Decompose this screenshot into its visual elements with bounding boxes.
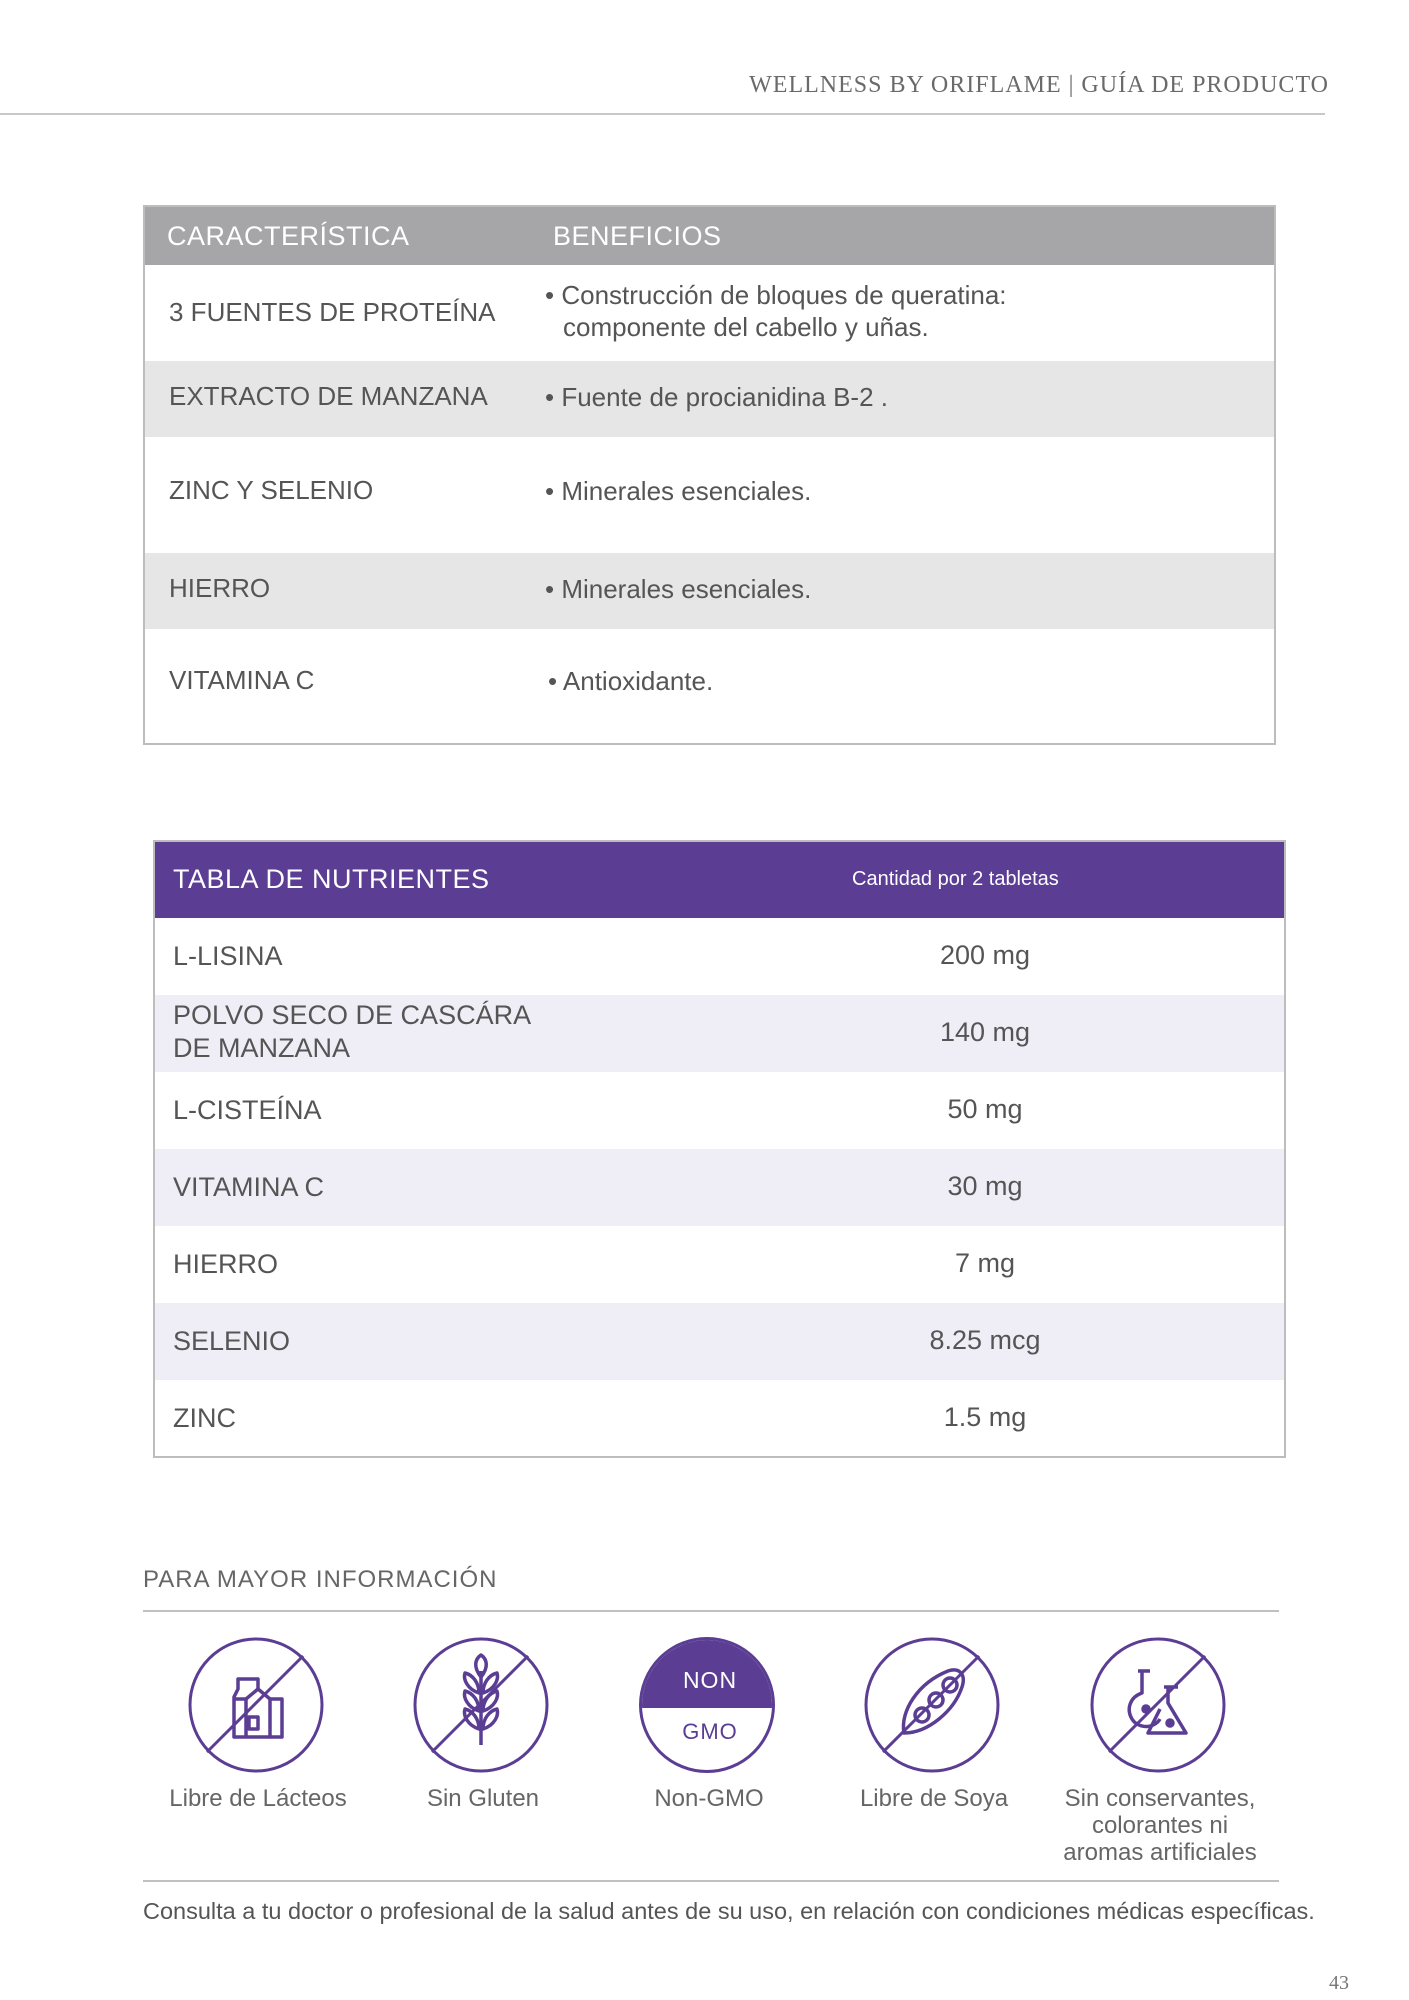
nutrient-amount: 140 mg <box>939 1017 1031 1047</box>
divider <box>143 1880 1279 1882</box>
soy-free-icon <box>864 1637 1000 1773</box>
badge-label: Non-GMO <box>654 1785 764 1812</box>
header-brand: WELLNESS BY ORIFLAME <box>749 72 1062 98</box>
table-row <box>145 437 1274 553</box>
benefit-text: • Antioxidante. <box>548 666 714 696</box>
nutrient-name: L-LISINA <box>173 941 283 971</box>
nutrient-amount: 30 mg <box>947 1171 1023 1201</box>
badge-label: Libre de Lácteos <box>169 1785 347 1812</box>
header-rule <box>0 113 1325 115</box>
table-row <box>155 918 1284 995</box>
nutrients-table <box>153 840 1286 1458</box>
nutrient-amount: 8.25 mcg <box>929 1325 1041 1355</box>
dairy-free-icon <box>188 1637 324 1773</box>
table-row <box>155 1303 1284 1380</box>
feature-label: HIERRO <box>169 573 271 603</box>
header-section: GUÍA DE PRODUCTO <box>1081 72 1329 98</box>
table-row <box>155 1226 1284 1303</box>
non-gmo-bottom-text: GMO <box>682 1719 738 1744</box>
table-row <box>155 1072 1284 1149</box>
nutrient-name: HIERRO <box>173 1249 279 1279</box>
non-gmo-icon <box>639 1637 775 1773</box>
info-title: PARA MAYOR INFORMACIÓN <box>143 1566 498 1593</box>
features-table <box>143 205 1276 745</box>
non-gmo-top-text: NON <box>642 1640 775 1708</box>
benefit-text: • Construcción de bloques de queratina: componente del cabello y uñas. <box>545 280 1007 342</box>
nutrient-name: VITAMINA C <box>173 1172 325 1202</box>
page-number: 43 <box>1329 1972 1349 1994</box>
feature-label: EXTRACTO DE MANZANA <box>169 381 488 411</box>
nutrient-amount: 1.5 mg <box>943 1402 1027 1432</box>
gluten-free-icon <box>413 1637 549 1773</box>
feature-label: VITAMINA C <box>169 665 315 695</box>
badge-label: Sin conservantes, colorantes ni aromas artificiales <box>1063 1785 1257 1866</box>
table-row <box>145 553 1274 629</box>
nutrient-name: POLVO SECO DE CASCÁRA DE MANZANA <box>173 1000 532 1063</box>
no-preservatives-icon <box>1090 1637 1226 1773</box>
feature-label: ZINC Y SELENIO <box>169 475 374 505</box>
nutrient-name: ZINC <box>173 1403 236 1433</box>
nutrient-amount: 200 mg <box>939 940 1031 970</box>
table-row <box>145 629 1274 743</box>
table-row <box>145 265 1274 361</box>
table-row <box>155 1380 1284 1457</box>
table-row <box>145 361 1274 437</box>
nutrient-name: SELENIO <box>173 1326 291 1356</box>
column-header-feature: CARACTERÍSTICA <box>167 221 410 251</box>
table-row <box>155 995 1284 1072</box>
header-separator: | <box>1068 72 1075 98</box>
divider <box>143 1610 1279 1612</box>
column-header-benefits: BENEFICIOS <box>553 221 722 251</box>
disclaimer: Consulta a tu doctor o profesional de la salud antes de su uso, en relación con condiciones médicas específicas. <box>143 1898 1315 1924</box>
nutrients-table-header <box>155 842 1284 918</box>
nutrient-amount: 50 mg <box>947 1094 1023 1124</box>
benefit-text: • Fuente de procianidina B-2 . <box>545 382 888 412</box>
badge-label: Sin Gluten <box>426 1785 540 1812</box>
benefit-text: • Minerales esenciales. <box>545 476 812 506</box>
nutrient-amount: 7 mg <box>954 1248 1016 1278</box>
table-row <box>155 1149 1284 1226</box>
benefit-text: • Minerales esenciales. <box>545 574 812 604</box>
nutrients-table-title: TABLA DE NUTRIENTES <box>173 864 490 894</box>
running-header <box>749 72 1329 99</box>
feature-label: 3 FUENTES DE PROTEÍNA <box>169 297 496 327</box>
nutrient-name: L-CISTEÍNA <box>173 1095 322 1125</box>
badge-label: Libre de Soya <box>859 1785 1009 1812</box>
features-table-header <box>145 207 1274 265</box>
amount-column-header: Cantidad por 2 tabletas <box>852 868 1059 890</box>
